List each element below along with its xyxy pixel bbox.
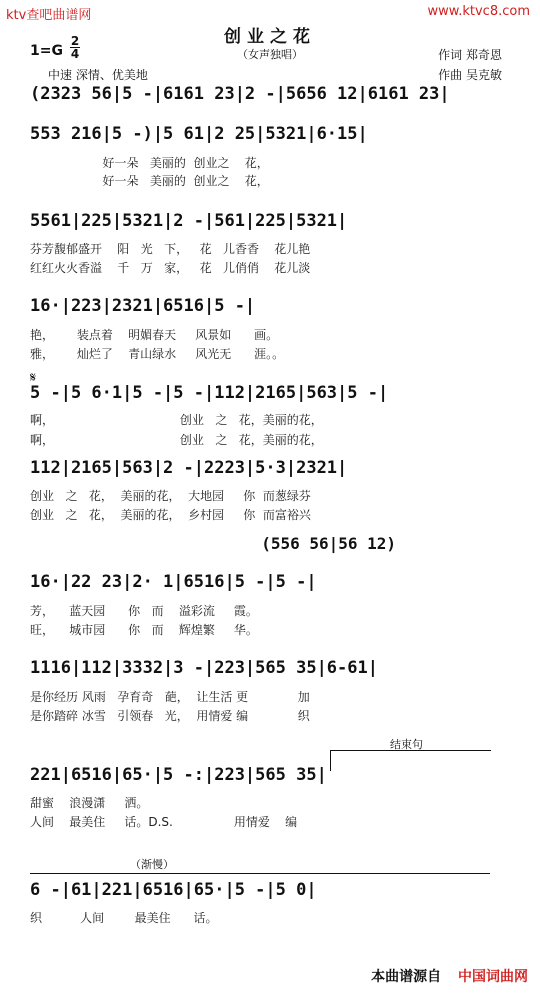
lyric-line-4b: 雅， 灿烂了 青山绿水 风光无 涯。。 bbox=[30, 347, 285, 361]
lyricist-credit: 作词 郑奇恩 bbox=[438, 48, 502, 62]
ending-label: 结束句 bbox=[390, 738, 423, 751]
song-title: 创业之花 bbox=[224, 27, 316, 47]
notation-line-9: 221|6516|65·|5 -:|223|565 35| bbox=[30, 765, 327, 785]
lyric-line-4a: 艳， 装点着 明媚春天 风景如 画。 bbox=[30, 328, 279, 342]
lyric-line-7a: 芳， 蓝天园 你 而 溢彩流 霞。 bbox=[30, 604, 258, 618]
lyric-line-6a: 创业 之 花， 美丽的花， 大地园 你 而葱绿芬 bbox=[30, 489, 311, 503]
time-top: 2 bbox=[70, 34, 80, 48]
song-subtitle: （女声独唱） bbox=[237, 48, 303, 61]
notation-line-2: 553 216|5 -)|5 61|2 25|5321|6·15| bbox=[30, 124, 368, 144]
segno-sign: 𝄋 bbox=[30, 370, 37, 386]
lyric-line-8a: 是你经历 风雨 孕育奇 葩， 让生活 更 加 bbox=[30, 690, 310, 704]
lyric-line-8b: 是你踏碎 冰雪 引领春 光， 用情爱 编 织 bbox=[30, 709, 310, 723]
notation-line-3: 5561|225|5321|2 -|561|225|5321| bbox=[30, 211, 348, 231]
notation-line-6: 112|2165|563|2 -|2223|5·3|2321| bbox=[30, 458, 348, 478]
ritardando-mark: （渐慢） bbox=[130, 858, 174, 871]
lyric-line-9a: 甜蜜 浪漫潇 洒。 bbox=[30, 796, 149, 810]
lyric-line-5a: 啊， 创业 之 花，美丽的花， bbox=[30, 413, 323, 427]
watermark-left: ktv查吧曲谱网 bbox=[6, 8, 92, 23]
time-bottom: 4 bbox=[70, 47, 80, 61]
lyric-line-10a: 织 人间 最美住 话。 bbox=[30, 911, 218, 925]
lyric-line-7b: 旺， 城市园 你 而 辉煌繁 华。 bbox=[30, 623, 258, 637]
watermark-right: www.ktvc8.com bbox=[427, 4, 530, 19]
lyric-line-5b: 啊， 创业 之 花，美丽的花， bbox=[30, 433, 323, 447]
key-signature: 1=G bbox=[30, 43, 63, 59]
lyric-line-2b: 好一朵 美丽的 创业之 花， bbox=[30, 174, 269, 188]
source-footer bbox=[371, 966, 528, 986]
tempo-marking: 中速 深情、优美地 bbox=[48, 68, 148, 82]
interlude-line: (556 56|56 12) bbox=[30, 534, 397, 553]
notation-line-4: 16·|223|2321|6516|5 -| bbox=[30, 296, 256, 316]
notation-line-1: (2323 56|5 -|6161 23|2 -|5656 12|6161 23| bbox=[30, 84, 450, 104]
source-label: 本曲谱源自 bbox=[371, 969, 442, 985]
lyric-line-3a: 芬芳馥郁盛开 阳 光 下， 花 儿香香 花儿艳 bbox=[30, 242, 311, 256]
lyric-line-3b: 红红火火香溢 千 万 家， 花 儿俏俏 花儿淡 bbox=[30, 261, 311, 275]
source-site: 中国词曲网 bbox=[458, 969, 528, 985]
notation-line-8: 1116|112|3332|3 -|223|565 35|6-61| bbox=[30, 658, 378, 678]
final-system-line bbox=[30, 873, 490, 874]
lyric-line-2a: 好一朵 美丽的 创业之 花， bbox=[30, 156, 269, 170]
composer-credit: 作曲 吴克敏 bbox=[438, 68, 502, 82]
notation-line-7: 16·|22 23|2· 1|6516|5 -|5 -| bbox=[30, 572, 317, 592]
lyric-line-6b: 创业 之 花， 美丽的花， 乡村园 你 而富裕兴 bbox=[30, 508, 311, 522]
notation-line-10: 6 -|61|221|6516|65·|5 -|5 0| bbox=[30, 880, 317, 900]
time-signature bbox=[70, 36, 80, 59]
notation-line-5: 5 -|5 6·1|5 -|5 -|112|2165|563|5 -| bbox=[30, 383, 389, 403]
lyric-line-9b: 人间 最美住 话。D.S. 用情爱 编 bbox=[30, 815, 298, 829]
